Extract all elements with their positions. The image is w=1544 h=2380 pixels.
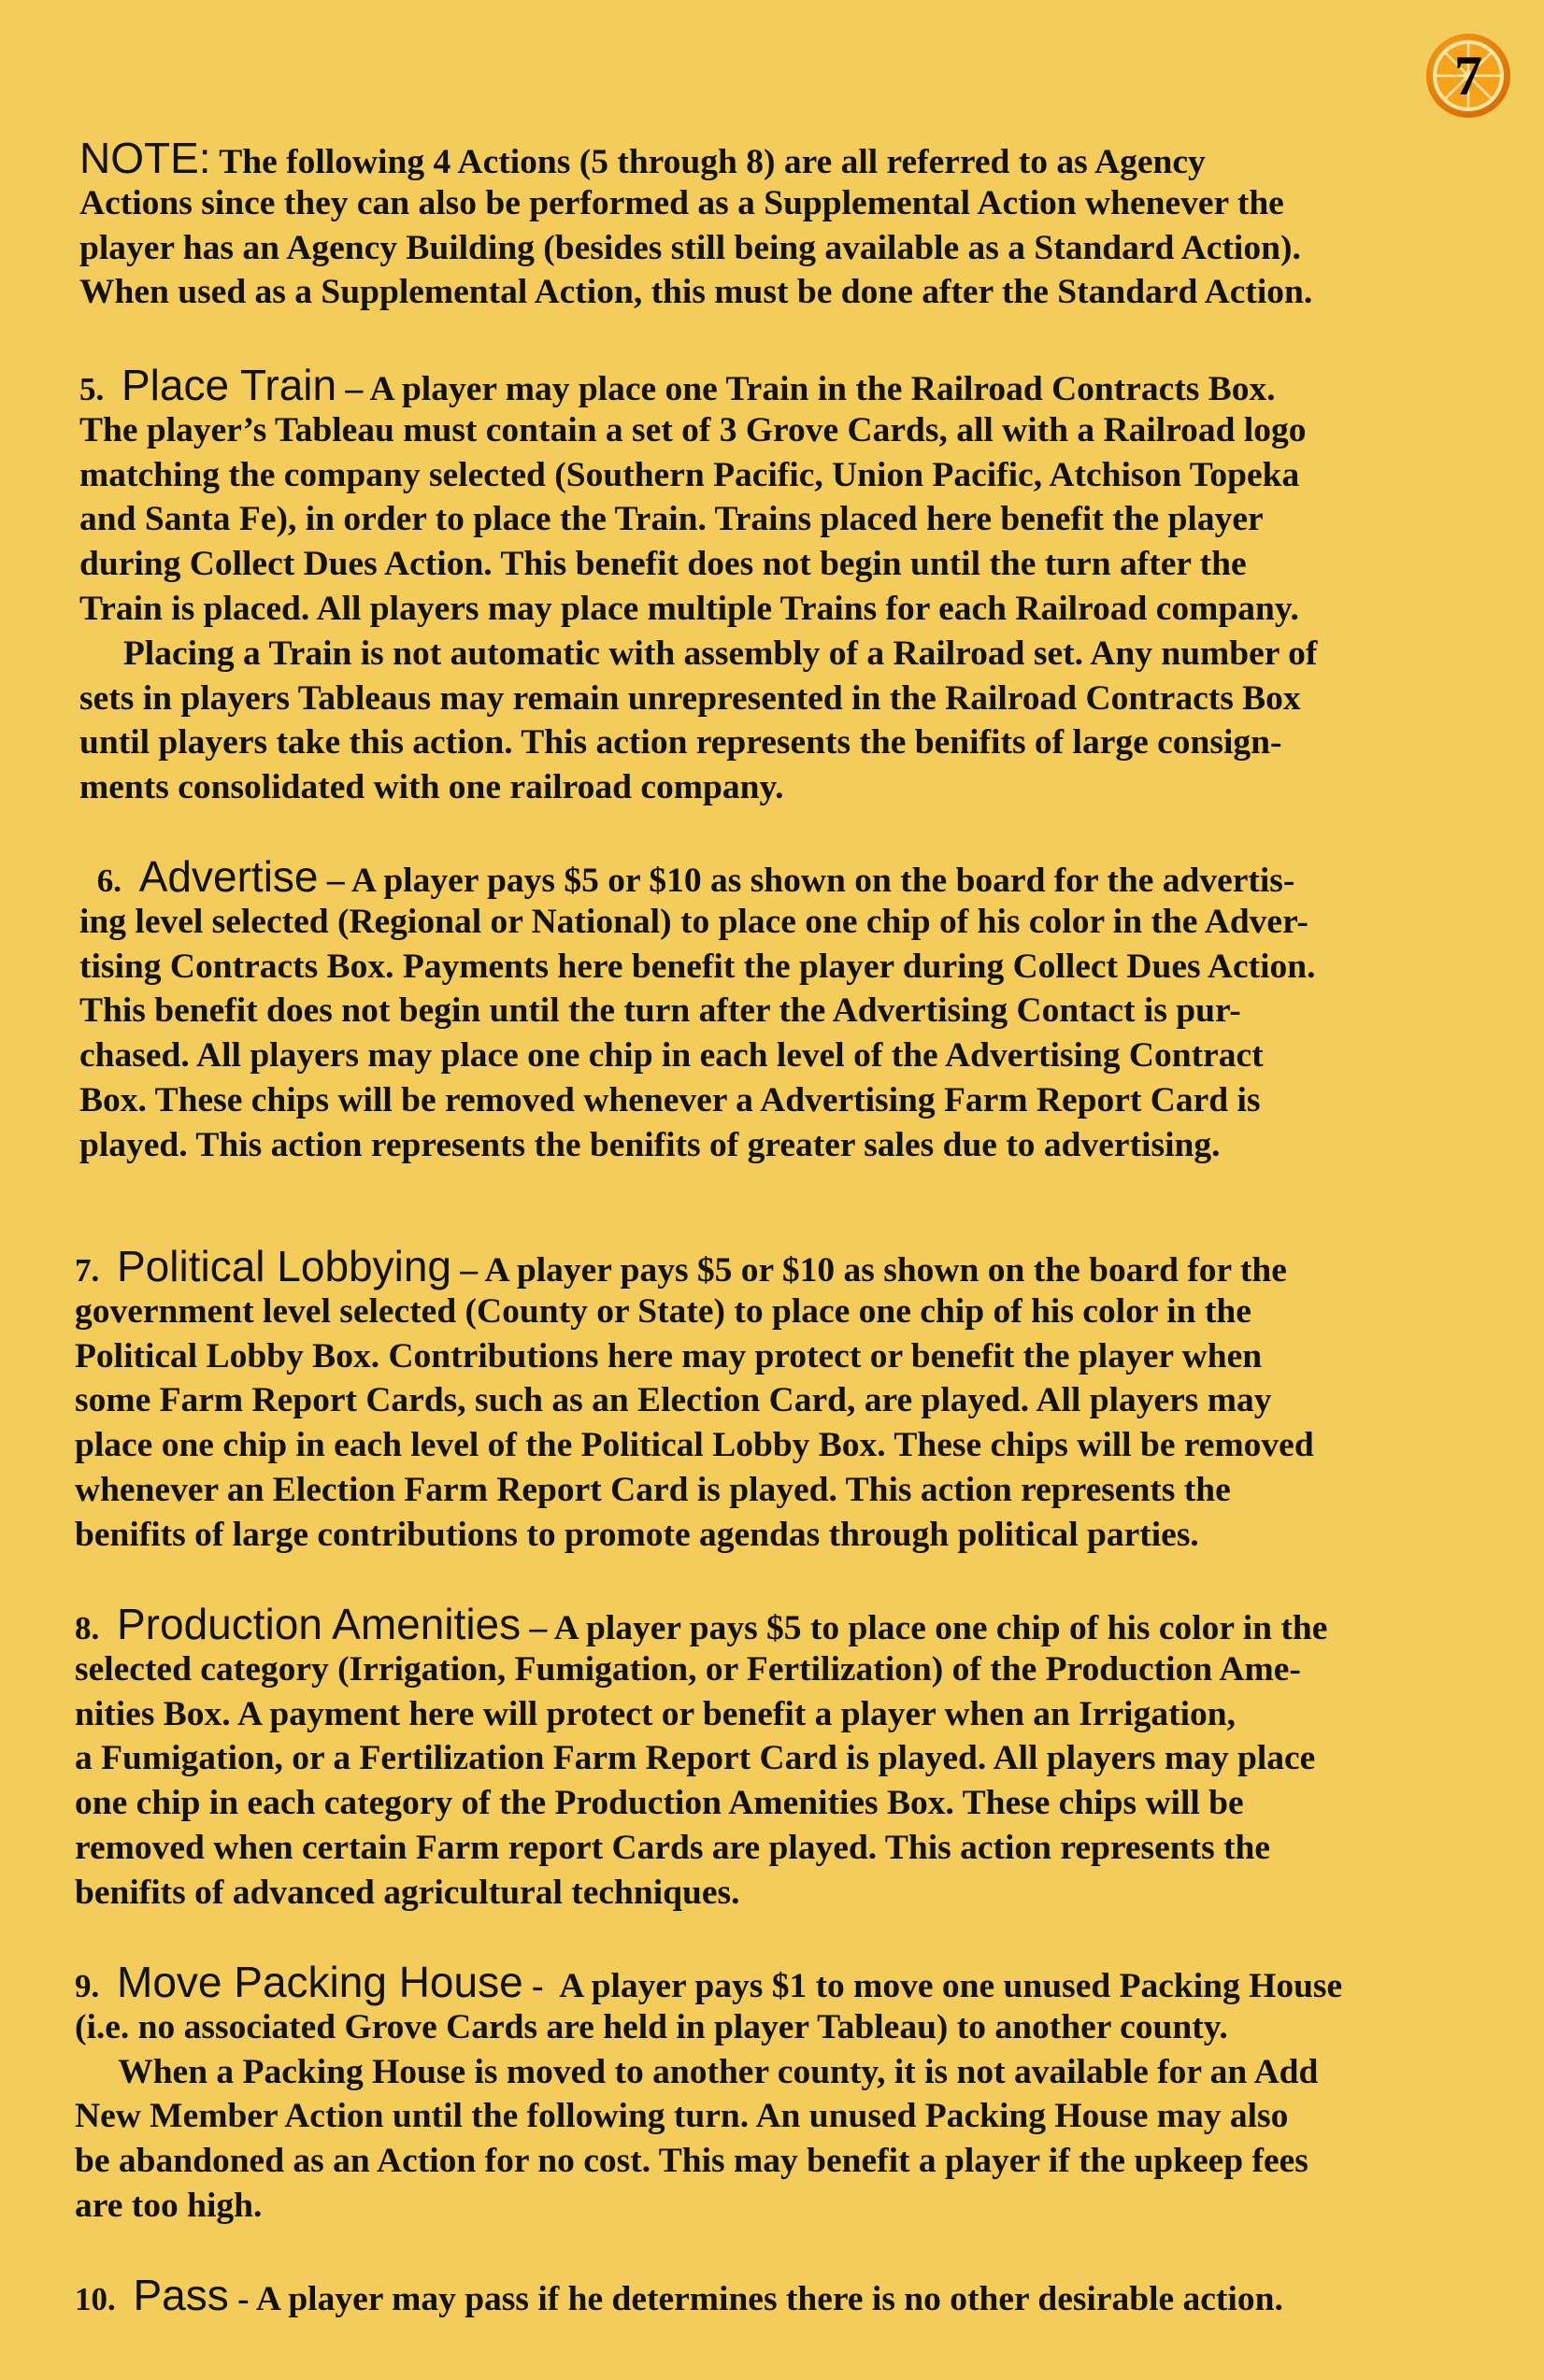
section-lead: – A player pays $5 or $10 as shown on the board for the bbox=[451, 1251, 1287, 1290]
section-line: played. This action represents the benifits of greater sales due to advertising. bbox=[79, 1125, 1221, 1164]
page-number-badge bbox=[1424, 32, 1512, 120]
section-line: some Farm Report Cards, such as an Election Card, are played. All players may bbox=[75, 1381, 1272, 1420]
section-line: selected category (Irrigation, Fumigation, or Fertilization) of the Production Ame- bbox=[75, 1649, 1301, 1689]
section-line: and Santa Fe), in order to place the Train. Trains placed here benefit the player bbox=[79, 500, 1264, 539]
action-advertise bbox=[79, 852, 1316, 1168]
section-line: until players take this action. This action represents the benifits of large consign- bbox=[79, 723, 1282, 762]
section-line: The player’s Tableau must contain a set of 3 Grove Cards, all with a Railroad logo bbox=[79, 410, 1307, 449]
section-line: whenever an Election Farm Report Card is played. This action represents the bbox=[75, 1470, 1231, 1509]
section-line: Box. These chips will be removed whenever a Advertising Farm Report Card is bbox=[79, 1080, 1261, 1119]
section-heading-line bbox=[75, 1242, 1314, 1290]
section-line: benifits of large contributions to promote agendas through political parties. bbox=[75, 1515, 1199, 1554]
section-number: 9. bbox=[75, 1968, 100, 2004]
section-line: during Collect Dues Action. This benefit does not begin until the turn after the bbox=[79, 545, 1247, 584]
section-number: 5. bbox=[79, 371, 105, 407]
section-lead: - A player may pass if he determines there is no other desirable action. bbox=[228, 2280, 1283, 2318]
action-place-train bbox=[79, 363, 1317, 810]
action-move-packing-house bbox=[75, 1960, 1342, 2229]
section-title: Place Train bbox=[122, 361, 337, 409]
section-line: This benefit does not begin until the turn after the Advertising Contact is pur- bbox=[79, 991, 1241, 1031]
section-line: government level selected (County or State) to place one chip of his color in the bbox=[75, 1291, 1251, 1331]
section-number: 6. bbox=[96, 862, 122, 899]
section-number: 10. bbox=[75, 2281, 116, 2317]
section-line: are too high. bbox=[75, 2186, 263, 2225]
section-line: place one chip in each level of the Political Lobby Box. These chips will be removed bbox=[75, 1426, 1314, 1465]
section-line: Political Lobby Box. Contributions here may protect or benefit the player when bbox=[75, 1336, 1263, 1375]
section-line: removed when certain Farm report Cards are played. This action represents the bbox=[75, 1828, 1271, 1867]
note-label: NOTE: bbox=[79, 134, 211, 182]
section-line: one chip in each category of the Production Amenities Box. These chips will be bbox=[75, 1784, 1244, 1823]
section-line: ing level selected (Regional or National) to place one chip of his color in the Adver- bbox=[79, 902, 1308, 941]
section-line: be abandoned as an Action for no cost. This may benefit a player if the upkeep fees bbox=[75, 2142, 1308, 2181]
section-lead: – A player pays $5 to place one chip of his color in the bbox=[521, 1609, 1328, 1647]
section-title: Production Amenities bbox=[117, 1600, 522, 1648]
section-lead: – A player pays $5 or $10 as shown on the board for the advertis- bbox=[318, 862, 1295, 900]
section-heading-line bbox=[79, 363, 1317, 408]
section-title: Political Lobbying bbox=[117, 1242, 452, 1290]
section-title: Move Packing House bbox=[117, 1958, 523, 2006]
section-line: (i.e. no associated Grove Cards are held in player Tableau) to another county. bbox=[75, 2007, 1228, 2046]
section-lead: – A player may place one Train in the Railroad Contracts Box. bbox=[336, 370, 1276, 408]
section-line: ments consolidated with one railroad company. bbox=[79, 768, 784, 807]
note-text: The following 4 Actions (5 through 8) are all referred to as Agency bbox=[210, 143, 1206, 181]
section-heading-line bbox=[75, 2273, 1283, 2318]
section-line: Placing a Train is not automatic with assembly of a Railroad set. Any number of bbox=[79, 634, 1318, 673]
section-line: New Member Action until the following turn. An unused Packing House may also bbox=[75, 2097, 1289, 2136]
section-line: sets in players Tableaus may remain unrepresented in the Railroad Contracts Box bbox=[79, 678, 1301, 718]
section-line: matching the company selected (Southern Pacific, Union Pacific, Atchison Topeka bbox=[79, 455, 1300, 494]
section-line: nities Box. A payment here will protect or benefit a player when an Irrigation, bbox=[75, 1694, 1236, 1733]
section-lead: - A player pays $1 to move one unused Packing House bbox=[522, 1967, 1343, 2005]
note-line bbox=[79, 136, 1312, 181]
section-number: 8. bbox=[75, 1610, 100, 1646]
section-heading-line bbox=[75, 1960, 1342, 2005]
section-heading-line bbox=[75, 1600, 1328, 1648]
section-number: 7. bbox=[75, 1252, 100, 1289]
note-line: When used as a Supplemental Action, this must be done after the Standard Action. bbox=[79, 273, 1313, 312]
section-line: chased. All players may place one chip in each level of the Advertising Contract bbox=[79, 1036, 1264, 1076]
section-line: tising Contracts Box. Payments here benefit the player during Collect Dues Action. bbox=[79, 947, 1316, 986]
note-block bbox=[79, 136, 1312, 315]
section-heading-line bbox=[79, 852, 1315, 901]
action-production-amenities bbox=[75, 1600, 1328, 1916]
section-title: Advertise bbox=[138, 852, 319, 901]
section-line: When a Packing House is moved to another county, it is not available for an Add bbox=[75, 2052, 1319, 2091]
page-number: 7 bbox=[1454, 45, 1482, 107]
section-line: benifits of advanced agricultural techniques. bbox=[75, 1873, 740, 1912]
action-political-lobbying bbox=[75, 1242, 1314, 1558]
note-line: Actions since they can also be performed as a Supplemental Action whenever the bbox=[79, 183, 1284, 222]
action-pass bbox=[75, 2273, 1283, 2318]
section-title: Pass bbox=[133, 2271, 229, 2319]
section-line: Train is placed. All players may place multiple Trains for each Railroad company. bbox=[79, 589, 1299, 628]
note-line: player has an Agency Building (besides still being available as a Standard Action). bbox=[79, 228, 1301, 267]
section-line: a Fumigation, or a Fertilization Farm Report Card is played. All players may place bbox=[75, 1739, 1316, 1778]
